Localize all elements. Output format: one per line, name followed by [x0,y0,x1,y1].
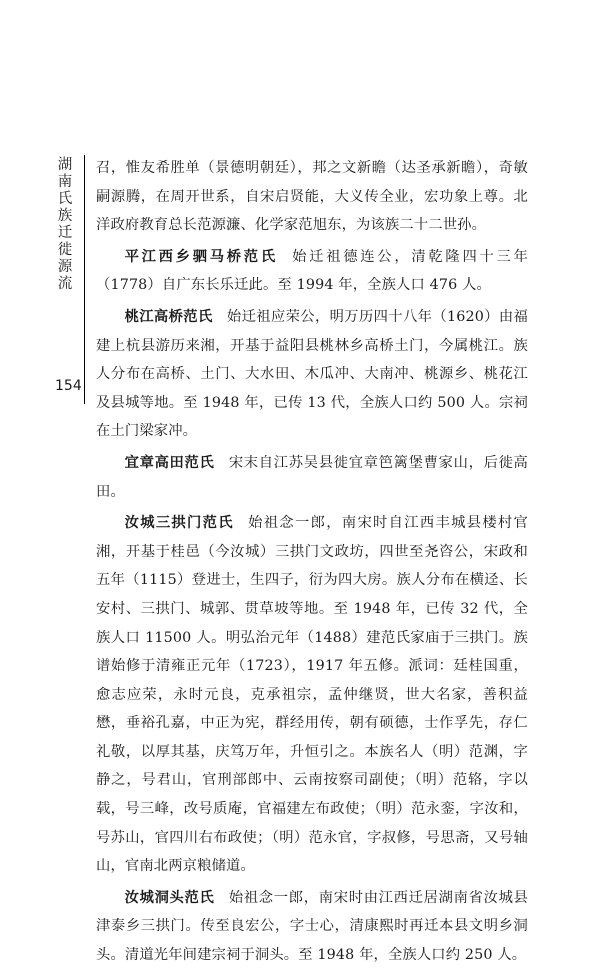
entry-title: 汝城洞头范氏 [124,889,215,906]
entry-body: 始迁祖德连公，清乾隆四十三年（1778）自广东长乐迁此。至 1994 年，全族人口 476 人。 [96,248,528,294]
entry-title: 桃江高桥范氏 [124,308,213,325]
running-header-title: 湖南氏族迁徙源流 [57,157,73,292]
entry-paragraph [96,449,528,506]
entry-paragraph [96,884,528,970]
entry-body: 始祖念一郎，南宋时自江西丰城县楼村官湘，开基于桂邑（今汝城）三拱门文政坊，四世至尧咨公，宋政和五年（1115）登进士，生四子，衍为四大房。族人分布在横迳、长安村、三拱门、城郭、贯草坡等地。至 1948 年，已传 32 代，全族人口 11500 人。明弘治元年（1488）建范氏家庙于三拱门。族谱始修于清雍正元年（1723），1917 年五修。派词：廷桂国重，愈志应荣，永时元良，克承祖宗，孟仲继贤，世大名家，善积益懋，垂裕孔嘉，中正为宪，群经用传，朝有硕德，士作孚先，存仁礼敬，以厚其基，庆笃万年，升恒引之。本族名人（明）范渊，字静之，号君山，官刑部郎中、云南按察司副使；（明）范辂，字以载，号三峰，改号质庵，官福建左布政使；（明）范永銮，字汝和，号苏山，官四川右布政使；（明）范永官，字叔修，号思斋，又号轴山，官南北两京粮储道。 [96,515,528,875]
entry-body: 始迁祖应荣公，明万历四十八年（1620）由福建上杭县游历来湘，开基于益阳县桃林乡高桥土门，今属桃江。族人分布在高桥、土门、大水田、木瓜冲、大南冲、桃源乡、桃花江及县城等地。至 1948 年，已传 13 代，全族人口约 500 人。宗祠在土门梁家冲。 [96,308,528,440]
entry-title: 宜章高田范氏 [124,454,215,471]
entry-title: 汝城三拱门范氏 [124,515,234,532]
entry-body: 始祖念一郎，南宋时由江西迁居湖南省汝城县津泰乡三拱门。传至良宏公，字士心，清康熙时再迁本县文明乡洞头。清道光年间建宗祠于洞头。至 1948 年，全族人口约 250 人。 [96,889,528,964]
page-number: 154 [55,378,82,394]
entry-paragraph [96,303,528,446]
entry-title: 平江西乡驷马桥范氏 [124,248,278,265]
entry-body: 宋末自江苏吴县徙宜章笆篱堡曹家山，后徙高田。 [96,454,528,500]
continuation-paragraph: 召，惟友希胜单（景德明朝廷），邦之文新瞻（达圣承新瞻），奇敏嗣源腾，在周开世系，自宋启贤能，大义传全业，宏功象上尊。北洋政府教育总长范源濂、化学家范旭东，为该族二十二世孙。 [96,160,528,234]
entry-paragraph [96,509,528,881]
main-text [96,154,528,970]
header-divider [84,155,85,404]
entry-paragraph [96,243,528,300]
